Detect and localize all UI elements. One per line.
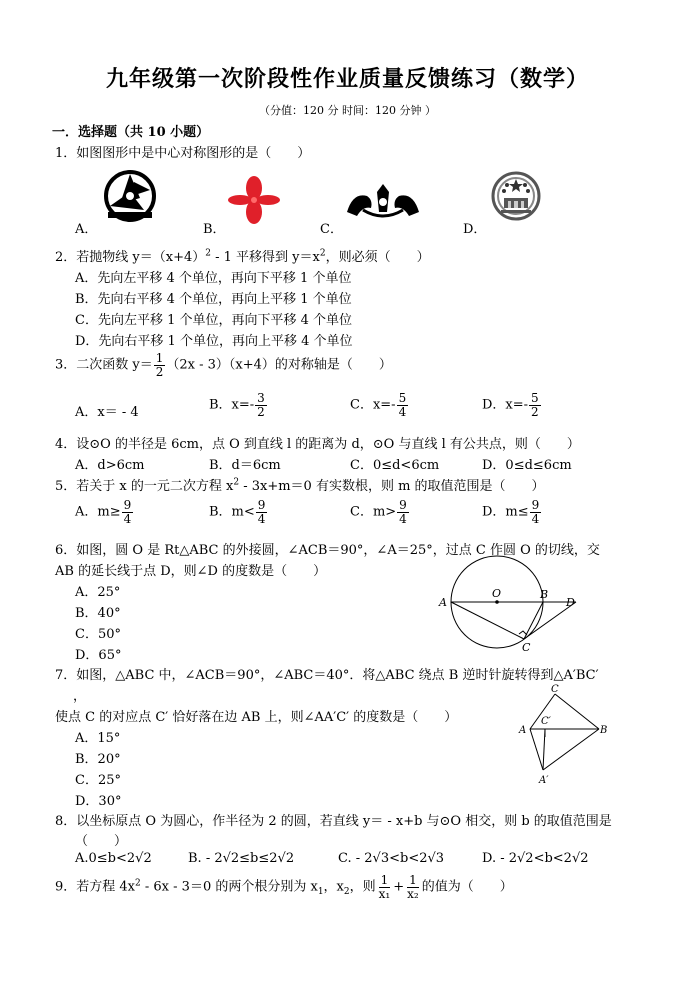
red-flower-figure [226, 175, 282, 225]
point-o-label: O [492, 587, 502, 600]
q1-option-a: A． [75, 222, 98, 237]
fraction-numerator: 9 [123, 498, 132, 512]
q2-option-d: D．先向右平移 1 个单位，再向上平移 4 个单位 [75, 334, 353, 349]
q4-option-a: A．d>6cm [75, 458, 145, 473]
q7-option-b: B．20° [75, 752, 121, 767]
q7-rotation-triangle-figure [512, 682, 612, 792]
q9-subscript: 1 [317, 887, 324, 898]
q6-option-a: A．25° [75, 585, 121, 600]
fraction-numerator: 1 [155, 351, 164, 365]
point-c-prime-label: C′ [541, 716, 551, 727]
question-3-stem [55, 352, 392, 378]
q5-option-a [75, 499, 134, 525]
question-2-stem [55, 246, 430, 265]
q3-stem-part: （2x - 3）（x+4）的对称轴是（ ） [166, 357, 392, 373]
q5-exponent: 2 [233, 477, 240, 488]
fraction-denominator: 2 [155, 364, 164, 379]
point-c-label: C [522, 641, 531, 654]
point-a-label: A [439, 596, 447, 609]
q2-stem-part: ，则必须（ ） [325, 250, 430, 265]
q4-option-d: D．0≤d≤6cm [482, 458, 572, 473]
q8-option-d: D. - 2√2<b<2√2 [482, 851, 589, 866]
fraction-numerator: 9 [399, 498, 407, 512]
q1-option-d: D． [463, 222, 487, 237]
fraction-numerator: 9 [531, 498, 540, 512]
q6-option-c: C．50° [75, 627, 121, 642]
fraction-numerator: 5 [398, 391, 407, 405]
question-8-line1: 8．以坐标原点 O 为圆心，作半径为 2 的圆，若直线 y＝ - x+b 与⊙O 相交，则 b 的取值范围是 [55, 814, 612, 829]
option-label: D．m≤ [482, 504, 529, 520]
q2-stem-part: - 1 平移得到 y＝x [210, 250, 320, 265]
q1-option-c: C． [320, 222, 343, 237]
q3-fraction [154, 352, 166, 378]
point-b-label: B [600, 725, 608, 736]
q8-option-b: B. - 2√2≤b≤2√2 [188, 851, 295, 866]
question-6-line2: AB 的延长线于点 D，则∠D 的度数是（ ） [55, 564, 327, 579]
q5-option-c [350, 499, 410, 525]
q9-exponent: 2 [135, 878, 141, 889]
option-fraction [529, 392, 541, 418]
q5-stem-part: - 3x+m＝0 有实数根，则 m 的取值范围是（ ） [239, 479, 545, 494]
q8-option-a: A.0≤b<2√2 [75, 851, 152, 866]
q3-option-d [482, 392, 542, 418]
option-fraction [122, 499, 134, 525]
fraction-denominator: x₂ [407, 886, 419, 901]
option-label: B．m< [209, 504, 255, 520]
q9-fraction-1 [377, 874, 393, 900]
option-label: D．x=- [482, 397, 529, 413]
question-6-line1: 6．如图，圆 O 是 Rt△ABC 的外接圆，∠ACB＝90°，∠A＝25°，过点 C 作圆 O 的切线，交 [55, 543, 600, 558]
option-label: A．m≥ [75, 504, 121, 520]
question-4-stem: 4．设⊙O 的半径是 6cm，点 O 到直线 l 的距离为 d，⊙O 与直线 l 有公共点，则（ ） [55, 437, 580, 452]
option-fraction [397, 499, 409, 525]
q5-stem-part: 5．若关于 x 的一元二次方程 x [55, 479, 234, 494]
score-time-info: （分值：120 分 时间：120 分钟 ） [259, 104, 436, 117]
page-title: 九年级第一次阶段性作业质量反馈练习（数学） [105, 67, 589, 92]
option-fraction [530, 499, 542, 525]
section-heading: 一．选择题（共 10 小题） [52, 125, 210, 140]
q9-stem-part: - 6x - 3＝0 的两个根分别为 x [140, 879, 318, 895]
point-c-label: C [551, 684, 559, 695]
q8-option-c: C. - 2√3<b<2√3 [338, 851, 445, 866]
fraction-denominator: 2 [531, 404, 539, 419]
option-label: C．x=- [350, 397, 396, 413]
q3-stem-part: 3．二次函数 y＝ [55, 357, 153, 373]
fraction-denominator: 4 [257, 511, 266, 526]
fraction-denominator: x₁ [378, 886, 391, 901]
q9-subscript: 2 [343, 887, 350, 898]
q6-circle-tangent-figure [430, 555, 590, 655]
q2-option-a: A．先向左平移 4 个单位，再向下平移 1 个单位 [75, 271, 352, 286]
fraction-denominator: 4 [123, 511, 132, 526]
triskelion-emblem-figure [100, 168, 160, 224]
question-7-line1: 7．如图，△ABC 中，∠ACB＝90°，∠ABC＝40°．将△ABC 绕点 B 逆时针旋转得到△A′BC′ [55, 668, 599, 683]
option-fraction [255, 392, 267, 418]
option-fraction [256, 499, 268, 525]
option-fraction [397, 392, 409, 418]
question-1-stem: 1．如图图形中是中心对称图形的是（ ） [55, 146, 311, 161]
question-5-stem [55, 475, 545, 494]
q1-option-b: B． [203, 222, 226, 237]
q3-option-b [209, 392, 268, 418]
q2-exponent: 2 [319, 248, 326, 259]
q3-option-a: A．x＝ - 4 [75, 405, 139, 420]
question-8-line2: （ ） [75, 834, 128, 849]
q2-option-c: C．先向左平移 1 个单位，再向下平移 4 个单位 [75, 313, 353, 328]
question-7-line2: 使点 C 的对应点 C′ 恰好落在边 AB 上，则∠AA′C′ 的度数是（ ） [55, 710, 458, 725]
question-9-stem [55, 874, 513, 900]
fraction-numerator: 1 [380, 873, 389, 887]
q2-option-b: B．先向右平移 4 个单位，再向上平移 1 个单位 [75, 292, 352, 307]
q3-option-c [350, 392, 409, 418]
fraction-denominator: 2 [257, 404, 265, 419]
national-emblem-figure [487, 170, 545, 222]
q9-stem-part: 的值为（ ） [421, 879, 513, 895]
papercut-birds-figure [343, 182, 423, 222]
q4-option-b: B．d＝6cm [209, 458, 281, 473]
q6-option-d: D．65° [75, 648, 122, 663]
plus-sign: + [393, 879, 405, 895]
q9-stem-part: 9．若方程 4x [55, 879, 136, 895]
q9-stem-part: ，则 [349, 879, 376, 895]
q5-option-d [482, 499, 542, 525]
question-7-comma: ， [73, 689, 87, 704]
q7-option-c: C．25° [75, 773, 121, 788]
fraction-numerator: 1 [409, 873, 417, 887]
q2-exponent: 2 [205, 248, 211, 259]
fraction-denominator: 4 [531, 511, 540, 526]
q4-option-c: C．0≤d<6cm [350, 458, 440, 473]
q7-option-a: A．15° [75, 731, 121, 746]
q5-option-b [209, 499, 268, 525]
point-d-label: D [566, 596, 575, 609]
fraction-denominator: 4 [399, 511, 407, 526]
q6-option-b: B．40° [75, 606, 121, 621]
fraction-numerator: 9 [257, 498, 266, 512]
q9-fraction-2 [405, 874, 421, 900]
point-a-prime-label: A′ [539, 775, 549, 786]
point-b-label: B [540, 588, 549, 601]
q7-option-d: D．30° [75, 794, 122, 809]
q9-stem-part: ，x [323, 879, 344, 895]
fraction-denominator: 4 [398, 404, 407, 419]
option-label: B．x=- [209, 397, 255, 413]
q2-stem-part: 2．若抛物线 y＝（x+4） [55, 250, 206, 265]
fraction-numerator: 3 [257, 391, 265, 405]
option-label: C．m> [350, 504, 397, 520]
fraction-numerator: 5 [531, 391, 539, 405]
point-a-label: A [519, 725, 527, 736]
